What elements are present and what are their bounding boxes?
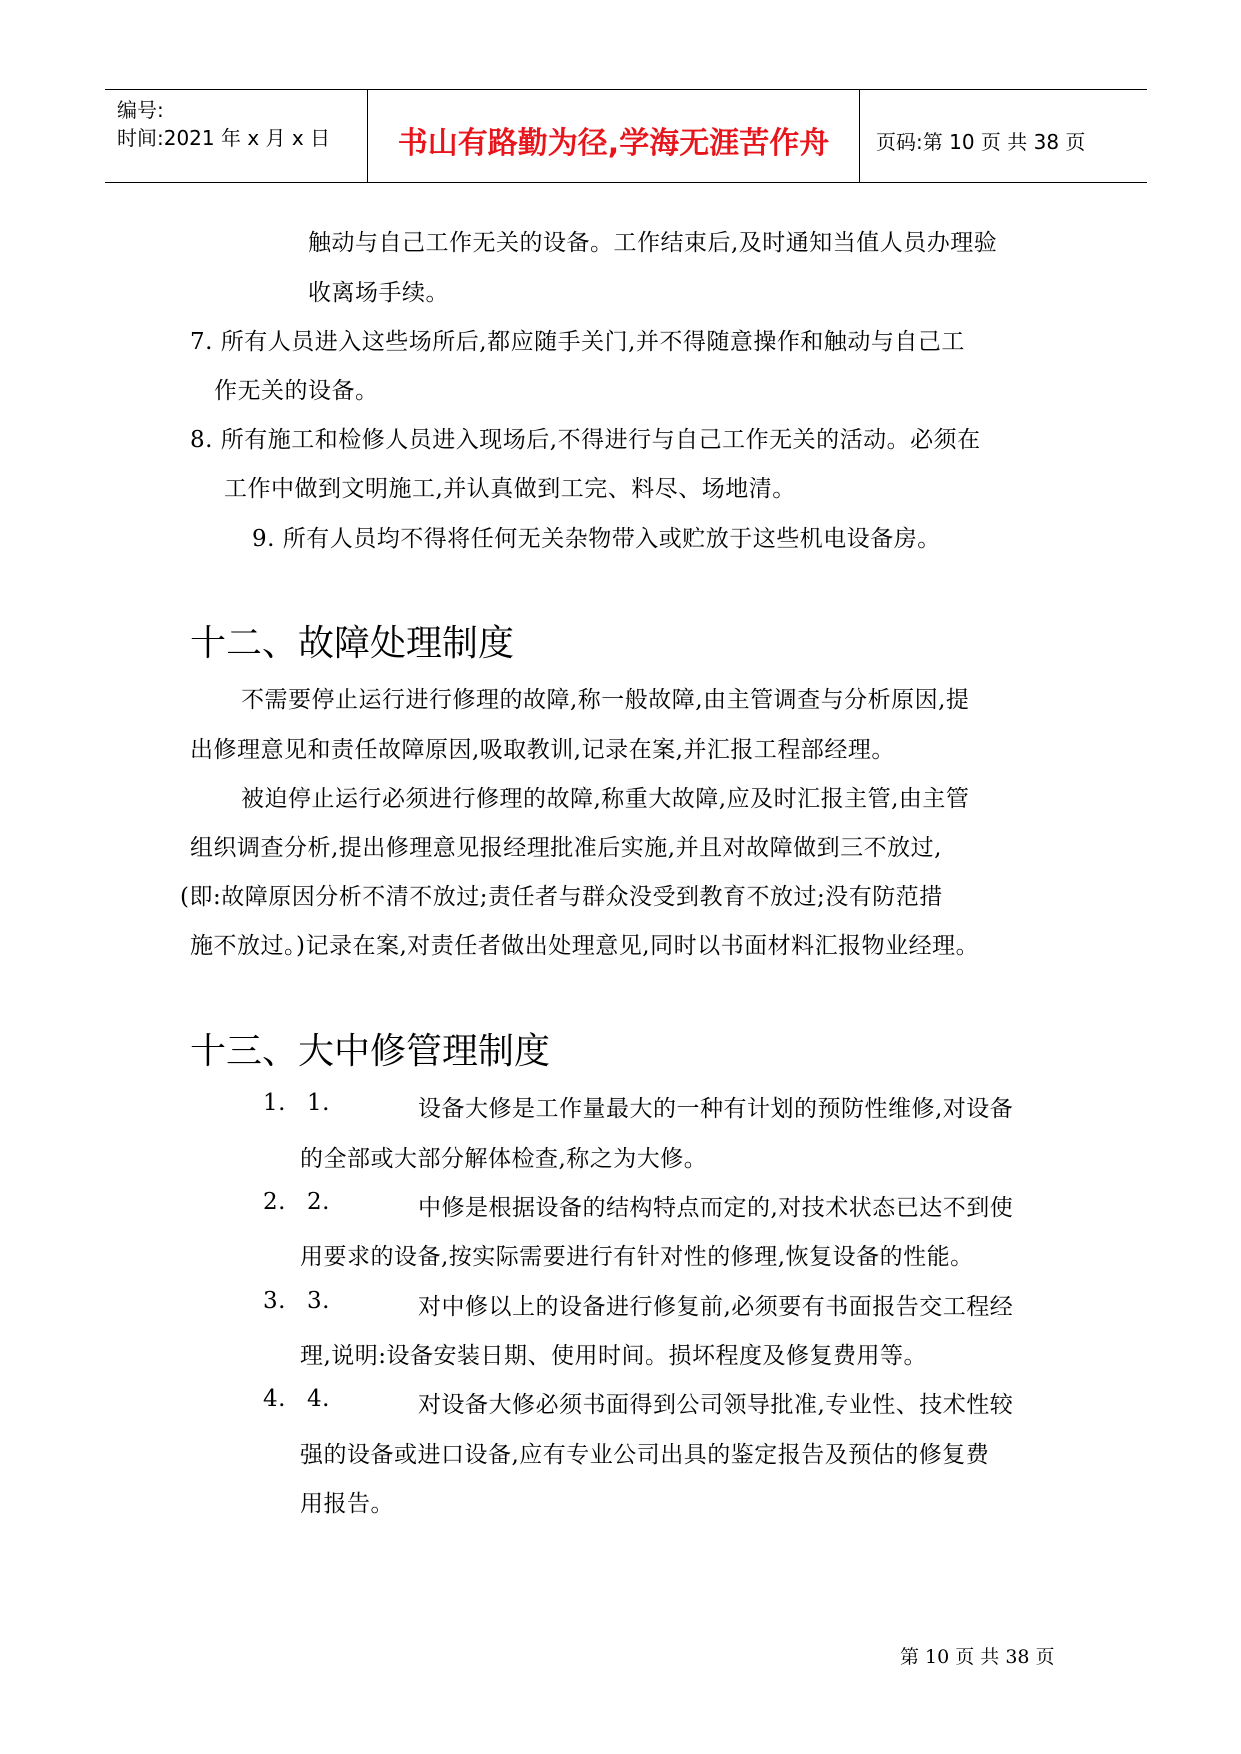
page-header: [105, 89, 1147, 183]
header-number-label: 编号:: [117, 98, 164, 122]
list-subnumber: 2.: [307, 1189, 330, 1215]
list-text: 的全部或大部分解体检查,称之为大修。: [300, 1146, 708, 1172]
header-info-cell: [105, 90, 368, 182]
list-subnumber: 1.: [307, 1090, 330, 1116]
paragraph-line: 施不放过。)记录在案,对责任者做出处理意见,同时以书面材料汇报物业经理。: [190, 933, 980, 959]
paragraph-line: 不需要停止运行进行修理的故障,称一般故障,由主管调查与分析原因,提: [241, 687, 970, 713]
list-subnumber: 4.: [307, 1386, 330, 1412]
section-heading-13: 十三、大中修管理制度: [190, 1031, 551, 1072]
list-text: 用要求的设备,按实际需要进行有针对性的修理,恢复设备的性能。: [300, 1244, 974, 1270]
list-text: 中修是根据设备的结构特点而定的,对技术状态已达不到使: [418, 1195, 1014, 1221]
list-text: 用报告。: [300, 1491, 394, 1517]
paragraph-line: 组织调查分析,提出修理意见报经理批准后实施,并且对故障做到三不放过,: [190, 835, 942, 861]
section-heading-12: 十二、故障处理制度: [190, 623, 515, 664]
body-line: 收离场手续。: [308, 280, 449, 306]
paragraph-line: 被迫停止运行必须进行修理的故障,称重大故障,应及时汇报主管,由主管: [241, 786, 970, 812]
list-number: 1.: [263, 1090, 286, 1116]
header-motto-cell: [368, 90, 860, 182]
header-motto: 书山有路勤为径,学海无涯苦作舟: [397, 126, 830, 161]
paragraph-line: 出修理意见和责任故障原因,吸取教训,记录在案,并汇报工程部经理。: [190, 737, 895, 763]
body-line: 工作中做到文明施工,并认真做到工完、料尽、场地清。: [224, 476, 796, 502]
paragraph-line: (即:故障原因分析不清不放过;责任者与群众没受到教育不放过;没有防范措: [180, 884, 943, 910]
list-number: 3.: [263, 1288, 286, 1314]
body-line: 触动与自己工作无关的设备。工作结束后,及时通知当值人员办理验: [308, 230, 998, 256]
list-number: 4.: [263, 1386, 286, 1412]
page-footer: 第 10 页 共 38 页: [900, 1646, 1055, 1668]
list-item-8: 8. 所有施工和检修人员进入现场后,不得进行与自己工作无关的活动。必须在: [190, 427, 981, 453]
list-number: 2.: [263, 1189, 286, 1215]
header-page-cell: [860, 90, 1147, 182]
list-text: 对中修以上的设备进行修复前,必须要有书面报告交工程经: [418, 1294, 1014, 1320]
header-page-label: 页码:第 10 页 共 38 页: [876, 130, 1086, 154]
list-text: 对设备大修必须书面得到公司领导批准,专业性、技术性较: [418, 1392, 1014, 1418]
header-time-label: 时间:2021 年 x 月 x 日: [117, 126, 331, 150]
list-subnumber: 3.: [307, 1288, 330, 1314]
list-item-7: 7. 所有人员进入这些场所后,都应随手关门,并不得随意操作和触动与自己工: [190, 329, 965, 355]
list-text: 设备大修是工作量最大的一种有计划的预防性维修,对设备: [418, 1096, 1014, 1122]
list-text: 理,说明:设备安装日期、使用时间。损坏程度及修复费用等。: [300, 1343, 928, 1369]
list-item-9: 9. 所有人员均不得将任何无关杂物带入或贮放于这些机电设备房。: [252, 526, 941, 552]
list-text: 强的设备或进口设备,应有专业公司出具的鉴定报告及预估的修复费: [300, 1442, 990, 1468]
body-line: 作无关的设备。: [214, 378, 379, 404]
